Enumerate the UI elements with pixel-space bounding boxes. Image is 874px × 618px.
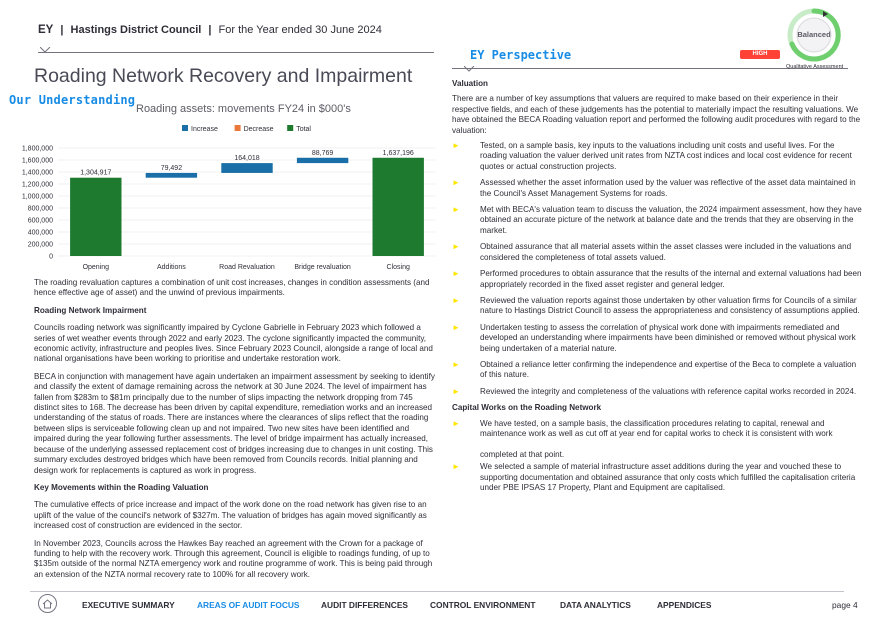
waterfall-chart-svg: [0, 98, 440, 276]
legend-swatch: [235, 125, 241, 131]
revaluation-paragraph: The roading revaluation captures a combination of unit cost increases, changes in condition assessments (and hence effective age of asset) and the unwind of previous impairments.: [34, 278, 430, 298]
bullet-arrow-icon: [452, 269, 460, 279]
chart-title: Roading assets: movements FY24 in $000's: [136, 103, 351, 115]
nav-audit-differences[interactable]: AUDIT DIFFERENCES: [321, 600, 409, 610]
data-label: 79,492: [160, 164, 183, 172]
y-tick-label: 1,400,000: [21, 169, 53, 177]
list-item: ► Reviewed the valuation reports against those undertaken by other valuation firms for Councils of a similar nature to Hastings District Council to assess the appropriateness and consistency of assumptions applied.: [452, 296, 862, 317]
rule-notch-right-icon: [464, 66, 476, 73]
y-tick-label: 600,000: [27, 217, 53, 225]
list-item: ► Met with BECA's valuation team to discuss the valuation, the 2024 impairment assessment, how they have obtained an accurate picture of the network at balance date and the trends that they are observing in the market.: [452, 205, 862, 236]
capital-works-heading: Capital Works on the Roading Network: [452, 403, 602, 413]
list-item: ► Performed procedures to obtain assurance that the results of the internal and external valuations had been appropriately recorded in the fixed asset register and general ledger.: [452, 269, 862, 290]
list-item: ► Undertaken testing to assess the correlation of physical work done with impairments remediated and developed an understanding where impairments have been diminished or removed without physical work being undertaken of a material nature.: [452, 323, 862, 354]
legend-label: Decrease: [243, 126, 274, 133]
y-tick-label: 0: [49, 253, 53, 261]
y-tick-label: 1,600,000: [21, 157, 53, 165]
valuation-procedures-list: [452, 141, 862, 397]
x-tick-label: Closing: [386, 264, 410, 271]
bullet-arrow-icon: [452, 462, 460, 472]
y-tick-label: 1,200,000: [21, 181, 53, 189]
data-label: 88,769: [311, 149, 334, 157]
left-title-rule: [38, 52, 434, 53]
uplift-paragraph: The cumulative effects of price increase and impact of the work done on the road network has given rise to an uplift of the value of the council's network of $327m. The valuation of bridges has again moved significantly as increased cost of construction are evidenced in the sector.: [34, 500, 427, 531]
nav-executive-summary[interactable]: EXECUTIVE SUMMARY: [82, 600, 175, 610]
chart-bar: [297, 158, 348, 163]
capital-works-list: [452, 419, 862, 494]
right-body: [452, 79, 862, 499]
legend-swatch: [182, 125, 188, 131]
chart-bar: [70, 178, 121, 256]
bullet-arrow-icon: [452, 242, 460, 252]
bullet-arrow-icon: [452, 360, 460, 370]
y-tick-label: 1,800,000: [21, 145, 53, 153]
bullet-arrow-icon: [452, 323, 460, 333]
beca-paragraph: BECA in conjunction with management have again undertaken an impairment assessment by seeking to identify and classify the extent of damage remaining across the network at 30 June 2024. The level of impairment has fallen from $283m to $81m principally due to the number of slips impacting the network dropping from 745 distinct sites to 168. The decrease has been driven by capital expenditure, remediation works and an increased understanding of the status of roads. There are instances where the clearances of slips reflect that the roading between slips is serviceable following clean up and not impaired. Two new sites have been identified and impaired during the year following further assessments. The level of bridge impairment has actually increased, because of the underlying assessed replacement cost of bridges increasing due to changes in unit costing. This summary excludes destroyed bridges which have been removed from Councils records. Initial planning and design work for replacements is captured as work in progress.: [34, 371, 435, 475]
bullet-arrow-icon: [452, 141, 460, 151]
y-tick-label: 800,000: [27, 205, 53, 213]
nav-control-environment[interactable]: CONTROL ENVIRONMENT: [430, 600, 536, 610]
home-button[interactable]: [38, 594, 57, 613]
list-item: ► Obtained a reliance letter confirming the independence and expertise of the Beca to complete a valuation of this nature.: [452, 360, 862, 381]
document-header: [38, 24, 382, 36]
valuation-intro: There are a number of key assumptions that valuers are required to make based on their experience in their respective fields, and each of these judgements has the potential to materially impact the resulting valuations. We have obtained the BECA Roading valuation report and performed the following audit procedures with regard to the valuation:: [452, 94, 861, 135]
chart-bar: [372, 158, 423, 256]
bullet-arrow-icon: [452, 296, 460, 306]
nav-data-analytics[interactable]: DATA ANALYTICS: [560, 600, 631, 610]
our-understanding-label: Our Understanding: [9, 93, 136, 107]
bullet-arrow-icon: [452, 205, 460, 215]
data-label: 1,637,196: [382, 149, 414, 157]
header-separator-2: |: [208, 24, 212, 36]
roading-assets-chart: [0, 98, 440, 276]
x-tick-label: Additions: [157, 264, 186, 271]
list-item: ► Tested, on a sample basis, key inputs to the valuations including unit costs and useful lives. For the roading valuation the valuer derived unit rates from NZTA cost indices and local cost evidence for recent quotes or actual construction projects.: [452, 141, 862, 172]
legend-label: Increase: [191, 126, 218, 133]
list-item: ► Reviewed the integrity and completeness of the valuations with reference capital works recorded in 2024.: [452, 387, 862, 397]
valuation-heading: Valuation: [452, 79, 488, 88]
bullet-arrow-icon: [452, 387, 460, 397]
home-icon: [42, 599, 53, 609]
ey-brand: EY: [38, 24, 54, 36]
capital-continuation: completed at that point.: [480, 449, 565, 459]
page-title: Roading Network Recovery and Impairment: [34, 65, 413, 87]
qualitative-assessment-caption: Qualitative Assessment: [786, 64, 844, 70]
y-tick-label: 1,000,000: [21, 193, 53, 201]
nav-areas-of-audit-focus[interactable]: AREAS OF AUDIT FOCUS: [197, 600, 300, 610]
chart-bar: [221, 163, 272, 173]
chart-bar: [146, 173, 197, 178]
x-tick-label: Road Revaluation: [219, 264, 275, 271]
cyclone-paragraph: Councils roading network was significantly impaired by Cyclone Gabrielle in February 2023 which followed a series of wet weather events through 2022 and early 2023. The cyclone significantly impacted the community, economic activity, infrastructure and peoples lives. Since February 2023 Council, alongside a range of local and national organisations have been working to prioritise and undertake restoration work.: [34, 323, 433, 364]
bullet-arrow-icon: [452, 419, 460, 429]
data-label: 1,304,917: [80, 169, 112, 177]
key-movements-heading: Key Movements within the Roading Valuation: [34, 482, 209, 492]
footer-rule: [30, 591, 844, 592]
list-item: ► Obtained assurance that all material assets within the asset classes were included in the valuations and considered the completeness of total assets valued.: [452, 242, 862, 263]
list-item: ► Assessed whether the asset information used by the valuer was reflective of the asset data maintained in the Council's Asset Management Systems for roads.: [452, 178, 862, 199]
funding-paragraph: In November 2023, Councils across the Hawkes Bay reached an agreement with the Crown for a package of funding to help with the recovery work. Through this agreement, Council is eligible to roadings funding, of up to $135m outside of the normal NZTA emergency work and routine programme of work. This is being paid through an extension of the NZTA normal recovery rate to 100% for all recovery work.: [34, 538, 433, 579]
impairment-heading: Roading Network Impairment: [34, 305, 147, 315]
ey-perspective-label: EY Perspective: [470, 48, 572, 62]
legend-label: Total: [296, 126, 311, 133]
x-tick-label: Opening: [82, 264, 110, 271]
legend-swatch: [287, 125, 293, 131]
y-tick-label: 200,000: [27, 241, 53, 249]
nav-appendices[interactable]: APPENDICES: [657, 600, 712, 610]
bullet-arrow-icon: [452, 178, 460, 188]
qualitative-gauge: [786, 6, 842, 70]
organisation-name: Hastings District Council: [70, 24, 202, 36]
reporting-period: For the Year ended 30 June 2024: [218, 24, 382, 36]
header-separator: |: [60, 24, 64, 36]
y-tick-label: 400,000: [27, 229, 53, 237]
data-label: 164,018: [234, 155, 260, 163]
risk-level-badge: HIGH: [740, 50, 780, 59]
list-item: ► We selected a sample of material infrastructure asset additions during the year and vouched these to supporting documentation and obtained assurance that only costs which fulfilled the capitalisation criteria under PBE IPSAS 17 Property, Plant and Equipment are capitalised.: [452, 462, 862, 493]
gauge-label: Balanced: [797, 30, 831, 39]
left-body: [34, 278, 438, 587]
page-number: page 4: [832, 600, 858, 610]
rule-notch-icon: [40, 47, 52, 54]
x-tick-label: Bridge revaluation: [294, 264, 351, 271]
list-item: ► We have tested, on a sample basis, the classification procedures relating to capital, renewal and maintenance work as well as cut off at year end for capital works to check it is consistent with work completed at that point.: [452, 419, 862, 461]
